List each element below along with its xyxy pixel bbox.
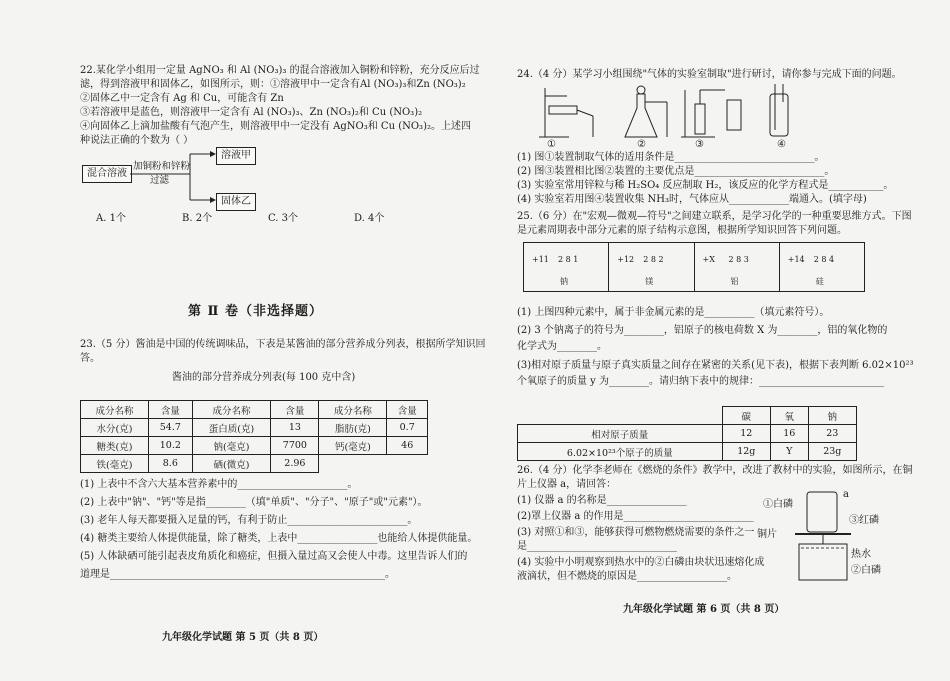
q24-s3: (3) 实验室常用锌粒与稀 H₂SO₄ 反应制取 H₂，该反应的化学方程式是___________。 (517, 180, 894, 191)
table-header-cell: 钠 (808, 407, 856, 425)
q22-option-c: C. 3个 (268, 213, 299, 224)
q22-line2: 滤，得到溶液甲和固体乙，如图所示，则：①溶液甲中一定含有Al (NO₃)₃和Zn (NO₃)₂ (80, 79, 466, 90)
atom-name: 铝 (730, 277, 739, 286)
right-page (475, 0, 950, 681)
q23-s5: (5) 人体缺硒可能引起表皮角质化和癌症，但摄入量过高又会使人中毒。这里告诉人们的 (80, 551, 468, 562)
gas-apparatus-figure (535, 82, 845, 144)
flow-process1: 加铜粉和锌粉 (133, 161, 191, 172)
q26-s1: (1) 仪器 a 的名称是________________ (517, 495, 687, 506)
apparatus-label-2: ② (637, 139, 646, 150)
atom-nucleus: +14 (787, 255, 805, 264)
atomic-mass-table (517, 406, 857, 461)
table-header-cell: 含量 (149, 401, 193, 419)
atom-shells: 2 8 2 (643, 255, 664, 264)
flow-process2: 过滤 (150, 175, 170, 186)
table-header-row (518, 407, 857, 425)
section-title: 第 Ⅱ 卷（非选择题） (188, 304, 324, 319)
table-cell: Y (770, 443, 808, 461)
atom-nucleus: +11 (532, 255, 549, 264)
q26-intro1: 26.（4 分）化学李老师在《燃烧的条件》教学中，改进了教材中的实验，如图所示，在铜 (517, 465, 913, 476)
page-footer-right: 九年级化学试题 第 6 页（共 8 页） (623, 604, 785, 615)
q23-s1: (1) 上表中不含六大基本营养素中的______________________。 (80, 479, 358, 490)
table-header-cell: 氧 (770, 407, 808, 425)
apparatus-label-3: ③ (695, 139, 704, 150)
flow-start-box: 混合溶液 (82, 165, 132, 183)
atom-cell (695, 243, 780, 291)
table-cell: 相对原子质量 (518, 425, 723, 443)
table-header-cell (518, 407, 723, 425)
q25-s3b: 个氧原子的质量 y 为________。请归纳下表中的规律：_________________________ (517, 376, 885, 387)
q22-line6: 种说法正确的个数为（ ） (80, 135, 194, 146)
table-header-cell: 成分名称 (319, 401, 387, 419)
atom-name: 硅 (815, 277, 824, 286)
atom-cell (609, 243, 694, 291)
q23-s6: 道理是_______________________________________________________。 (80, 569, 395, 580)
q26-s4b: 液滴状，但不燃烧的原因是__________________。 (517, 571, 737, 582)
table-cell: 8.6 (149, 455, 193, 473)
table-header-cell: 成分名称 (81, 401, 149, 419)
q22-option-d: D. 4个 (354, 213, 385, 224)
table-cell: 脂肪(克) (319, 419, 387, 437)
q23-s4: (4) 糖类主要给人体提供能量，除了糖类，上表中________________也能给人体提供能量。 (80, 533, 478, 544)
table-cell: 蛋白质(克) (192, 419, 271, 437)
fig-label-p1: ①白磷 (763, 499, 793, 510)
q22-line1: 22.某化学小组用一定量 AgNO₃ 和 Al (NO₃)₃ 的混合溶液加入铜粉和锌粉，充分反应后过 (80, 65, 480, 76)
apparatus-label-1: ① (547, 139, 556, 150)
table-cell: 23 (808, 425, 856, 443)
flow-out2-box: 固体乙 (216, 193, 256, 211)
page-footer-left: 九年级化学试题 第 5 页（共 8 页） (162, 632, 324, 643)
table-cell: 水分(克) (81, 419, 149, 437)
q24-s2: (2) 图③装置相比图②装置的主要优点是__________________________。 (517, 166, 835, 177)
table-cell: 钠(毫克) (192, 437, 271, 455)
table-cell: 10.2 (149, 437, 193, 455)
q26-s3b: 是______________________________ (517, 541, 677, 552)
q26-intro2: 片上仪器 a，请回答： (517, 479, 617, 490)
table-row (518, 443, 857, 461)
q25-s1: (1) 上图四种元素中，属于非金属元素的是__________（填元素符号）。 (517, 307, 830, 318)
flow-out1-box: 溶液甲 (216, 147, 256, 165)
table-cell: 13 (271, 419, 319, 437)
q26-s2: (2)罩上仪器 a 的作用是__________________________ (517, 511, 754, 522)
table-cell: 硒(微克) (192, 455, 271, 473)
q23-s2: (2) 上表中"钠"、"钙"等是指________（填"单质"、"分子"、"原子"或"元素"）。 (80, 497, 428, 508)
table-cell: 46 (387, 437, 428, 455)
table-cell (387, 455, 428, 473)
table-header-cell: 含量 (271, 401, 319, 419)
table-cell: 12g (722, 443, 770, 461)
table-header-row (81, 401, 428, 419)
flow-arrows (130, 146, 220, 216)
q26-s4: (4) 实验中小明观察到热水中的②白磷由块状迅速熔化成 (517, 557, 765, 568)
q22-option-b: B. 2个 (182, 213, 213, 224)
fig-label-p2: ②白磷 (851, 565, 881, 576)
q24-intro: 24.（4 分）某学习小组围绕"气体的实验室制取"进行研讨，请你参与完成下面的问题。 (517, 69, 902, 80)
table-header-cell: 碳 (722, 407, 770, 425)
atom-name: 镁 (645, 277, 654, 286)
atom-nucleus: +12 (617, 255, 635, 264)
table-row (81, 455, 428, 473)
table-row (81, 437, 428, 455)
q25-s2: (2) 3 个钠离子的符号为________，铝原子的核电荷数 X 为________，铝的氧化物的 (517, 325, 888, 336)
atom-nucleus: +X (702, 255, 715, 264)
nutrition-table (80, 400, 428, 473)
fig-label-plate: 铜片 (757, 529, 777, 540)
q25-intro2: 是元素周期表中部分元素的原子结构示意图，根据所学知识回答下列问题。 (517, 225, 847, 236)
table-cell: 钙(毫克) (319, 437, 387, 455)
table-header-cell: 含量 (387, 401, 428, 419)
atom-cell (780, 243, 864, 291)
atom-shells: 2 8 1 (558, 255, 579, 264)
atom-cell (524, 243, 609, 291)
q24-s1: (1) 图①装置制取气体的适用条件是____________________________。 (517, 152, 825, 163)
fig-label-p3: ③红磷 (849, 515, 879, 526)
q22-line4: ③若溶液甲是蓝色，则溶液甲一定含有 Al (NO₃)₃、Zn (NO₃)₂和 Cu (NO₃)₂ (80, 107, 423, 118)
q22-option-a: A. 1个 (96, 213, 126, 224)
table-cell: 2.96 (271, 455, 319, 473)
q23-table-title: 酱油的部分营养成分列表(每 100 克中含) (172, 372, 356, 383)
q22-line3: ②固体乙中一定含有 Ag 和 Cu，可能含有 Zn (80, 93, 284, 104)
table-header-cell: 成分名称 (192, 401, 271, 419)
table-cell: 铁(毫克) (81, 455, 149, 473)
fig-label-water: 热水 (851, 549, 871, 560)
table-cell: 23g (808, 443, 856, 461)
q23-intro1: 23.（5 分）酱油是中国的传统调味品，下表是某酱油的部分营养成分列表，根据所学知识回 (80, 339, 486, 350)
atom-structure-strip (523, 242, 865, 292)
q25-s3: (3)相对原子质量与原子真实质量之间存在紧密的关系(见下表)，根据下表判断 6.02×10²³ (517, 360, 914, 371)
fig-label-a: a (843, 489, 849, 500)
table-cell: 16 (770, 425, 808, 443)
q25-intro1: 25.（6 分）在"宏观—微观—符号"之间建立联系，是学习化学的一种重要思维方式。下图 (517, 211, 912, 222)
table-cell: 6.02×10²³个原子的质量 (518, 443, 723, 461)
table-row (518, 425, 857, 443)
q24-s4: (4) 实验室若用图④装置收集 NH₃时，气体应从____________端通入。(填字母) (517, 194, 867, 205)
table-row (81, 419, 428, 437)
q23-intro2: 答。 (80, 353, 100, 364)
table-cell: 7700 (271, 437, 319, 455)
atom-shells: 2 8 4 (813, 255, 835, 264)
table-cell: 糖类(克) (81, 437, 149, 455)
table-cell: 54.7 (149, 419, 193, 437)
table-cell: 12 (722, 425, 770, 443)
q23-s3: (3) 老年人每天都要摄入足量的钙，有利于防止________________________。 (80, 515, 418, 526)
q26-s3: (3) 对照①和③，能够获得可燃物燃烧需要的条件之一 (517, 527, 755, 538)
q25-s2b: 化学式为________。 (517, 341, 607, 352)
atom-name: 钠 (560, 277, 568, 286)
atom-shells: 2 8 3 (728, 255, 749, 264)
table-cell (319, 455, 387, 473)
q22-line5: ④向固体乙上滴加盐酸有气泡产生，则溶液甲中一定没有 AgNO₃和 Cu (NO₃)₂。上述四 (80, 121, 471, 132)
table-cell: 0.7 (387, 419, 428, 437)
apparatus-label-4: ④ (777, 139, 786, 150)
